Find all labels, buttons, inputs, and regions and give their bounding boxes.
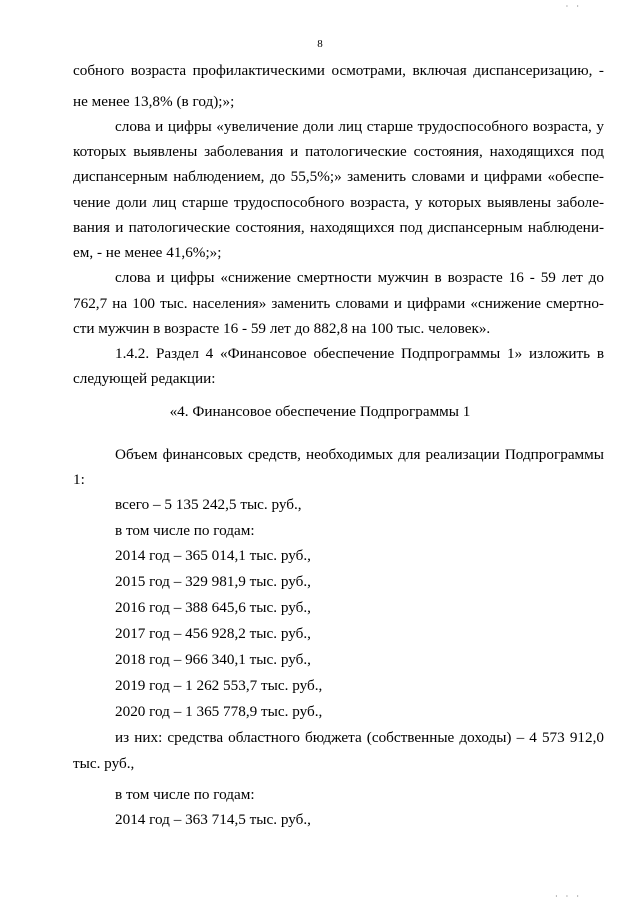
year-line: 2014 год – 365 014,1 тыс. руб., <box>115 547 311 564</box>
year-line: 2015 год – 329 981,9 тыс. руб., <box>115 573 311 590</box>
corner-mark-top: · · <box>565 2 582 11</box>
text-line: тыс. руб., <box>73 755 135 772</box>
text-line: в том числе по годам: <box>115 786 255 803</box>
text-line: ем, - не менее 41,6%;»; <box>73 244 222 261</box>
text-line: слова и цифры «снижение смертности мужчин в возрасте 16 - 59 лет до <box>115 269 604 286</box>
text-line: в том числе по годам: <box>115 522 255 539</box>
year-line: 2016 год – 388 645,6 тыс. руб., <box>115 599 311 616</box>
year-line: 2020 год – 1 365 778,9 тыс. руб., <box>115 703 323 720</box>
year-line: 2019 год – 1 262 553,7 тыс. руб., <box>115 677 323 694</box>
text-line: диспансерным наблюдением, до 55,5%;» заменить словами и цифрами «обеспе- <box>73 168 604 185</box>
total-line: всего – 5 135 242,5 тыс. руб., <box>115 496 302 513</box>
text-line: которых выявлены заболевания и патологические состояния, находящихся под <box>73 143 604 160</box>
text-line: Объем финансовых средств, необходимых для реализации Подпрограммы <box>115 446 604 463</box>
text-line: слова и цифры «увеличение доли лиц старше трудоспособного возраста, у <box>115 118 604 135</box>
page-number: 8 <box>317 38 323 50</box>
text-line: собного возраста профилактическими осмотрами, включая диспансеризацию, - <box>73 62 604 79</box>
text-line: сти мужчин в возрасте 16 - 59 лет до 882,8 на 100 тыс. человек». <box>73 320 491 337</box>
year-line: 2014 год – 363 714,5 тыс. руб., <box>115 811 311 828</box>
text-line: вания и патологические состояния, находящихся под диспансерным наблюдени- <box>73 219 604 236</box>
year-line: 2017 год – 456 928,2 тыс. руб., <box>115 625 311 642</box>
text-line: 1.4.2. Раздел 4 «Финансовое обеспечение Подпрограммы 1» изложить в <box>115 345 604 362</box>
year-line: 2018 год – 966 340,1 тыс. руб., <box>115 651 311 668</box>
text-line: из них: средства областного бюджета (собственные доходы) – 4 573 912,0 <box>115 729 604 746</box>
text-line: 1: <box>73 471 85 488</box>
corner-mark-bottom: · · · <box>555 892 582 901</box>
text-line: 762,7 на 100 тыс. населения» заменить словами и цифрами «снижение смертно- <box>73 295 604 312</box>
section-heading: «4. Финансовое обеспечение Подпрограммы 1 <box>169 403 471 420</box>
text-line: следующей редакции: <box>73 370 216 387</box>
text-line: не менее 13,8% (в год);»; <box>73 93 235 110</box>
text-line: чение доли лиц старше трудоспособного возраста, у которых выявлены заболе- <box>73 194 604 211</box>
